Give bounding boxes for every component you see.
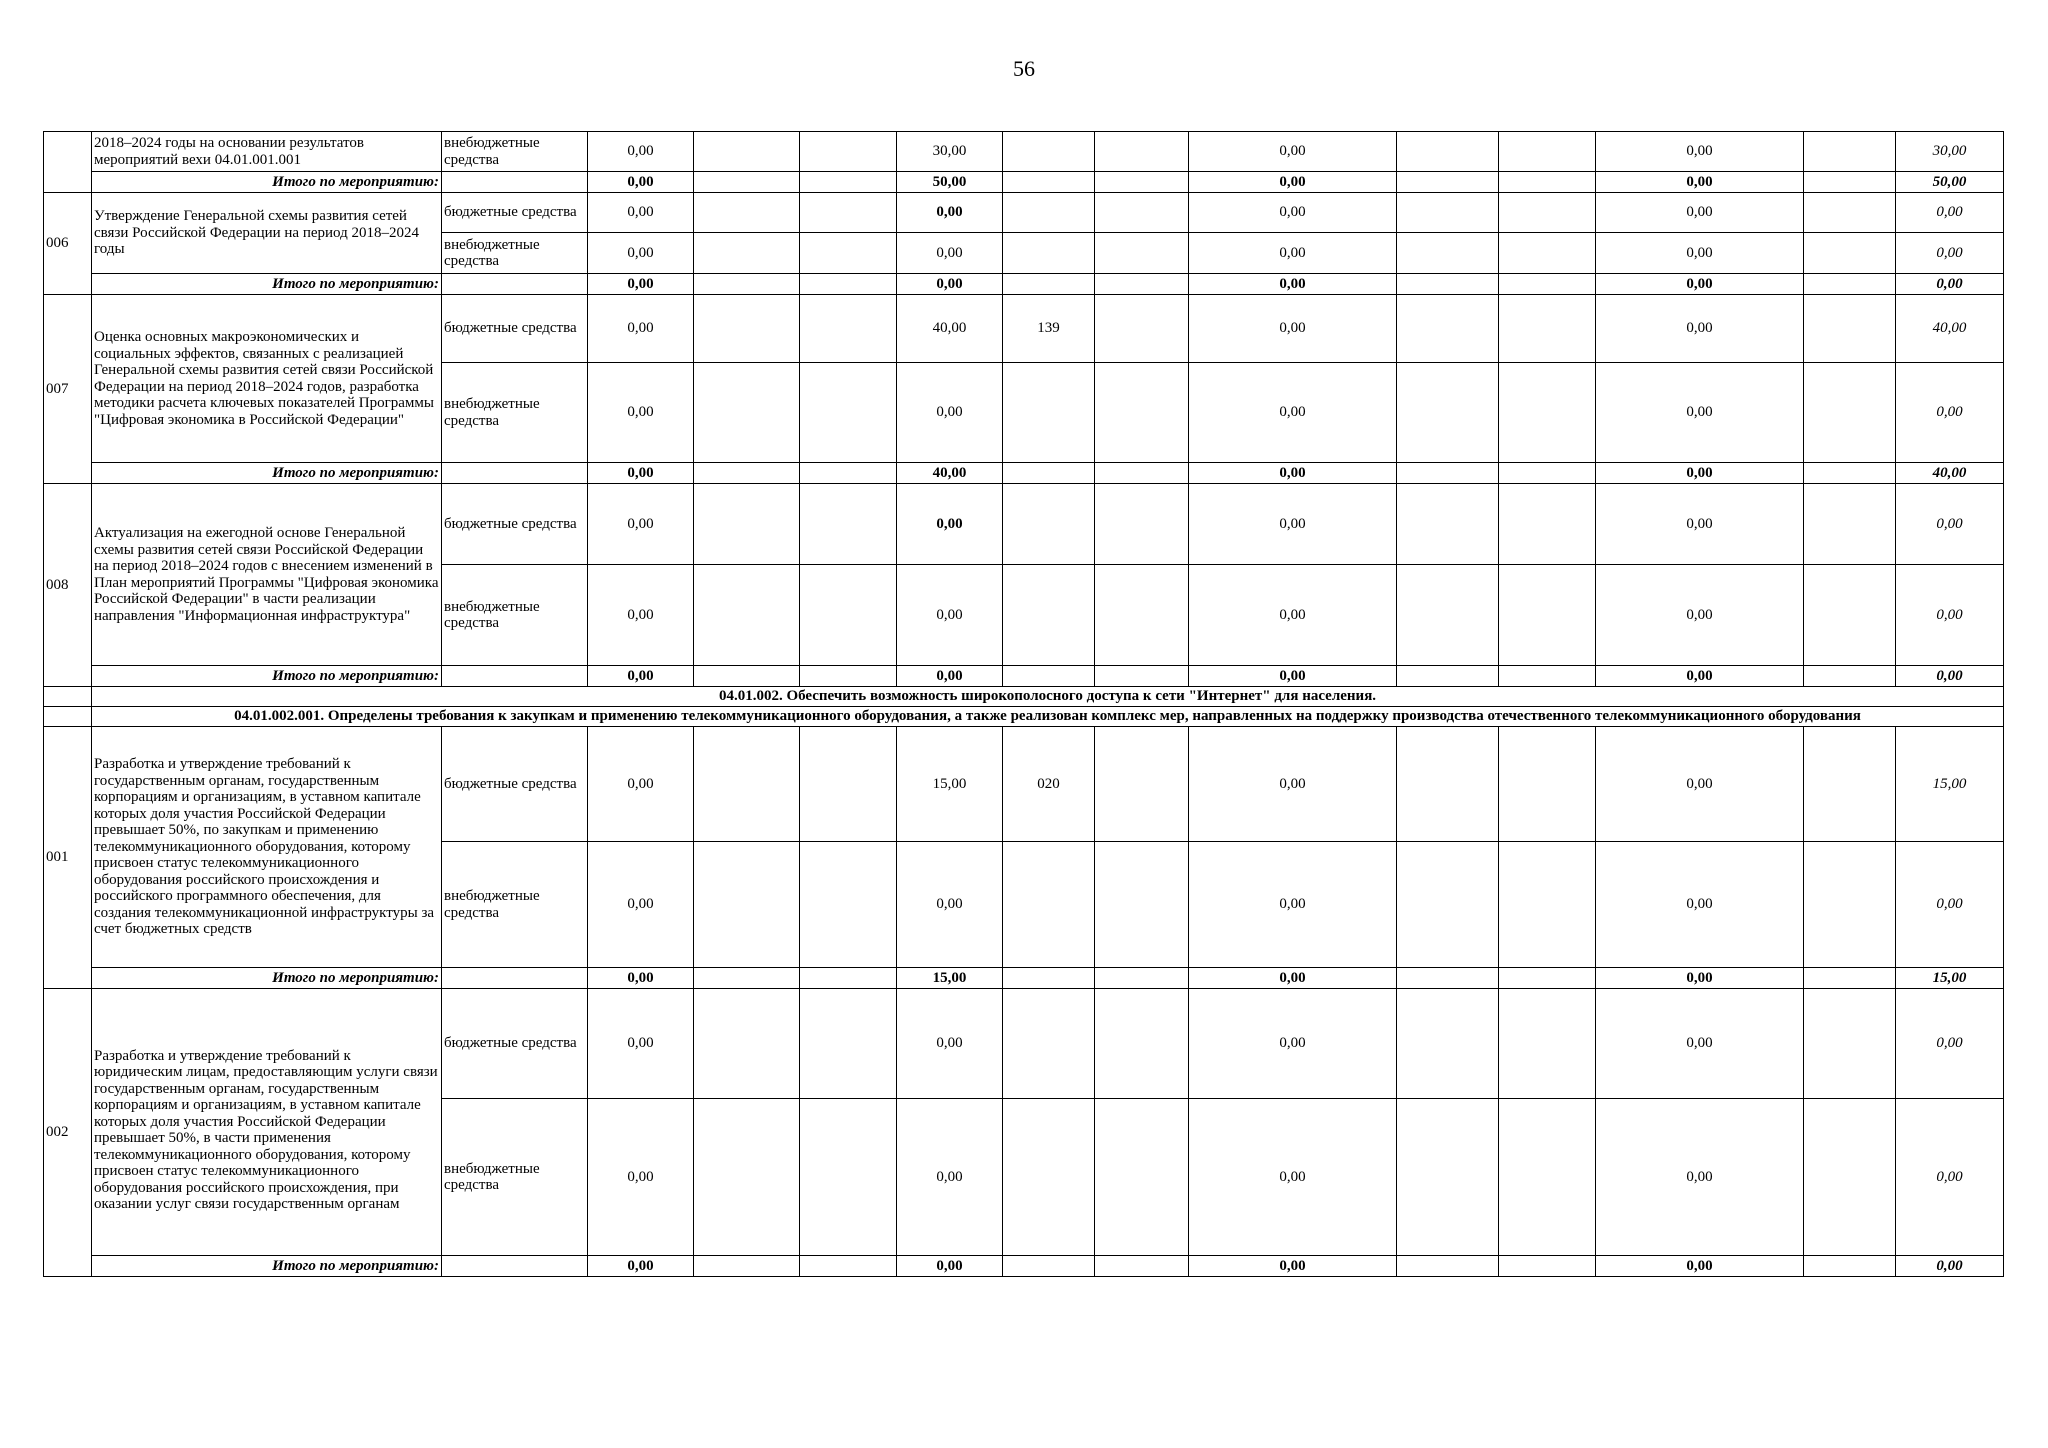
number-cell: 001 [44, 727, 92, 989]
total-row [44, 274, 2004, 295]
number-cell: 002 [44, 989, 92, 1277]
total-value: 40,00 [1896, 463, 2004, 484]
value-cell: 0,00 [1596, 233, 1804, 274]
total-label: Итого по мероприятию: [92, 274, 442, 295]
value-cell: 0,00 [1189, 295, 1397, 363]
description-cell: Утверждение Генеральной схемы развития сетей связи Российской Федерации на период 2018–2024 годы [92, 193, 442, 274]
source-cell: внебюджетные средства [442, 565, 588, 666]
total-value: 0,00 [897, 274, 1003, 295]
value-cell: 0,00 [1896, 565, 2004, 666]
source-cell: бюджетные средства [442, 989, 588, 1099]
value-cell: 0,00 [588, 565, 694, 666]
total-value: 0,00 [1189, 968, 1397, 989]
total-value: 0,00 [1596, 172, 1804, 193]
value-cell: 0,00 [1596, 727, 1804, 842]
value-cell: 30,00 [1896, 132, 2004, 172]
total-value: 0,00 [1596, 274, 1804, 295]
value-cell: 0,00 [1596, 565, 1804, 666]
table-row [44, 989, 2004, 1099]
total-value: 0,00 [1896, 274, 2004, 295]
total-label: Итого по мероприятию: [92, 463, 442, 484]
value-cell: 0,00 [1596, 842, 1804, 968]
value-cell: 0,00 [897, 989, 1003, 1099]
value-cell: 0,00 [588, 295, 694, 363]
number-cell: 007 [44, 295, 92, 484]
value-cell: 0,00 [1189, 363, 1397, 463]
value-cell: 0,00 [1896, 989, 2004, 1099]
source-cell: бюджетные средства [442, 295, 588, 363]
value-cell: 30,00 [897, 132, 1003, 172]
total-value: 0,00 [1596, 666, 1804, 687]
total-row [44, 172, 2004, 193]
total-value: 0,00 [897, 666, 1003, 687]
source-cell: внебюджетные средства [442, 363, 588, 463]
total-row [44, 968, 2004, 989]
value-cell: 0,00 [1189, 233, 1397, 274]
table-row [44, 484, 2004, 565]
total-value: 0,00 [588, 172, 694, 193]
total-value: 50,00 [1896, 172, 2004, 193]
total-value: 0,00 [1189, 172, 1397, 193]
value-cell: 0,00 [1596, 1099, 1804, 1256]
value-cell: 0,00 [1189, 727, 1397, 842]
source-cell: внебюджетные средства [442, 1099, 588, 1256]
value-cell: 0,00 [588, 727, 694, 842]
total-label: Итого по мероприятию: [92, 1256, 442, 1277]
table-row [44, 295, 2004, 363]
value-cell: 0,00 [1189, 989, 1397, 1099]
value-cell: 0,00 [1896, 363, 2004, 463]
total-value: 0,00 [897, 1256, 1003, 1277]
total-value: 15,00 [897, 968, 1003, 989]
total-label: Итого по мероприятию: [92, 172, 442, 193]
total-label: Итого по мероприятию: [92, 666, 442, 687]
description-cell: Разработка и утверждение требований к юридическим лицам, предоставляющим услуги связи государственным органам, государственным корпорациям и организациям, в уставном капитале которых доля участия Российской Федерации превышает 50%, в части применения телекоммуникационного оборудования, которому присвоен статус телекоммуникационного оборудования российского происхождения, при оказании услуг связи государственным органам [92, 989, 442, 1256]
value-cell: 0,00 [1896, 193, 2004, 233]
number-cell [44, 132, 92, 193]
source-cell: бюджетные средства [442, 193, 588, 233]
subsection-header-row [44, 707, 2004, 727]
value-cell: 0,00 [1596, 132, 1804, 172]
code-cell: 139 [1003, 295, 1095, 363]
number-cell: 006 [44, 193, 92, 295]
source-cell: внебюджетные средства [442, 132, 588, 172]
value-cell: 0,00 [588, 132, 694, 172]
total-value: 0,00 [1596, 968, 1804, 989]
value-cell: 0,00 [1189, 842, 1397, 968]
total-label: Итого по мероприятию: [92, 968, 442, 989]
section-header: 04.01.002. Обеспечить возможность широкополосного доступа к сети "Интернет" для населения. [92, 687, 2004, 707]
total-value: 40,00 [897, 463, 1003, 484]
value-cell: 0,00 [1189, 565, 1397, 666]
value-cell: 0,00 [897, 484, 1003, 565]
value-cell: 0,00 [588, 233, 694, 274]
value-cell: 0,00 [897, 1099, 1003, 1256]
value-cell: 0,00 [1596, 989, 1804, 1099]
value-cell: 0,00 [897, 363, 1003, 463]
table-row [44, 132, 2004, 172]
description-cell: Актуализация на ежегодной основе Генеральной схемы развития сетей связи Российской Федерации на период 2018–2024 годов с внесением изменений в План мероприятий Программы "Цифровая экономика Российской Федерации" в части реализации направления "Информационная инфраструктура" [92, 484, 442, 666]
total-value: 0,00 [1896, 1256, 2004, 1277]
value-cell: 15,00 [1896, 727, 2004, 842]
subsection-header: 04.01.002.001. Определены требования к закупкам и применению телекоммуникационного оборудования, а также реализован комплекс мер, направленных на поддержку производства отечественного телекоммуникационного оборудования [92, 707, 2004, 727]
code-cell: 020 [1003, 727, 1095, 842]
total-value: 0,00 [588, 274, 694, 295]
source-cell: внебюджетные средства [442, 842, 588, 968]
total-value: 0,00 [1189, 666, 1397, 687]
total-value: 0,00 [1189, 274, 1397, 295]
table-row [44, 193, 2004, 233]
value-cell: 0,00 [1896, 233, 2004, 274]
number-cell: 008 [44, 484, 92, 687]
total-value: 0,00 [1189, 1256, 1397, 1277]
total-value: 50,00 [897, 172, 1003, 193]
value-cell: 0,00 [1896, 1099, 2004, 1256]
value-cell: 0,00 [1596, 484, 1804, 565]
value-cell: 0,00 [1189, 193, 1397, 233]
value-cell: 0,00 [588, 842, 694, 968]
total-value: 0,00 [588, 968, 694, 989]
value-cell: 0,00 [1596, 193, 1804, 233]
total-row [44, 666, 2004, 687]
source-cell: внебюджетные средства [442, 233, 588, 274]
value-cell: 0,00 [897, 565, 1003, 666]
description-cell: 2018–2024 годы на основании результатов мероприятий вехи 04.01.001.001 [92, 132, 442, 172]
description-cell: Разработка и утверждение требований к государственным органам, государственным корпорациям и организациям, в уставном капитале которых доля участия Российской Федерации превышает 50%, по закупкам и применению телекоммуникационного оборудования, которому присвоен статус телекоммуникационного оборудования российского происхождения и российского программного обеспечения, для создания телекоммуникационной инфраструктуры за счет бюджетных средств [92, 727, 442, 968]
source-cell: бюджетные средства [442, 727, 588, 842]
total-value: 0,00 [588, 666, 694, 687]
value-cell: 0,00 [1896, 484, 2004, 565]
description-cell: Оценка основных макроэкономических и социальных эффектов, связанных с реализацией Генеральной схемы развития сетей связи Российской Федерации на период 2018–2024 годов, разработка методики расчета ключевых показателей Программы "Цифровая экономика в Российской Федерации" [92, 295, 442, 463]
value-cell: 0,00 [1596, 295, 1804, 363]
value-cell: 0,00 [1596, 363, 1804, 463]
section-header-row [44, 687, 2004, 707]
value-cell: 0,00 [588, 1099, 694, 1256]
value-cell: 0,00 [897, 233, 1003, 274]
total-value: 0,00 [1596, 463, 1804, 484]
page-number: 56 [1013, 56, 1035, 81]
value-cell: 0,00 [588, 484, 694, 565]
value-cell: 0,00 [588, 193, 694, 233]
value-cell: 0,00 [897, 842, 1003, 968]
value-cell: 0,00 [588, 363, 694, 463]
source-cell: бюджетные средства [442, 484, 588, 565]
total-value: 0,00 [588, 1256, 694, 1277]
total-value: 0,00 [1596, 1256, 1804, 1277]
total-value: 0,00 [588, 463, 694, 484]
total-row [44, 1256, 2004, 1277]
total-value: 15,00 [1896, 968, 2004, 989]
value-cell: 0,00 [1896, 842, 2004, 968]
value-cell: 0,00 [897, 193, 1003, 233]
table-row [44, 727, 2004, 842]
value-cell: 40,00 [897, 295, 1003, 363]
value-cell: 15,00 [897, 727, 1003, 842]
budget-table [43, 131, 2004, 1277]
total-value: 0,00 [1896, 666, 2004, 687]
value-cell: 0,00 [588, 989, 694, 1099]
value-cell: 0,00 [1189, 484, 1397, 565]
total-value: 0,00 [1189, 463, 1397, 484]
value-cell: 0,00 [1189, 132, 1397, 172]
value-cell: 40,00 [1896, 295, 2004, 363]
value-cell: 0,00 [1189, 1099, 1397, 1256]
total-row [44, 463, 2004, 484]
